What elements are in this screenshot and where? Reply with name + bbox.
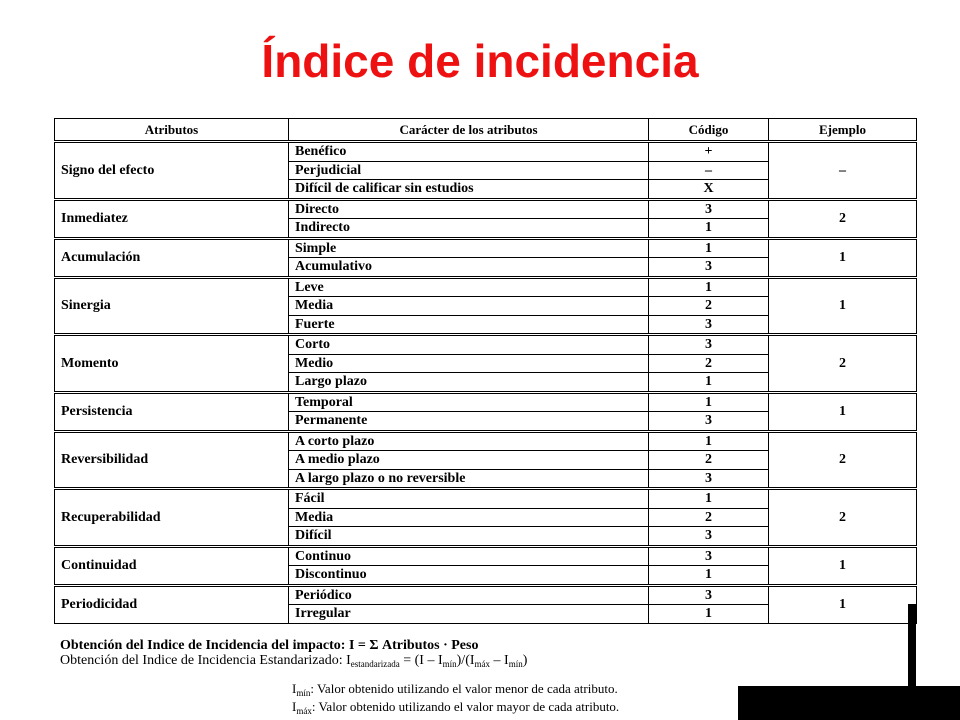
attribute-code: 2 xyxy=(649,297,769,316)
table-row xyxy=(55,199,917,219)
attribute-example: 2 xyxy=(769,335,917,393)
attribute-example: – xyxy=(769,142,917,200)
attribute-character: Discontinuo xyxy=(289,566,649,586)
attribute-character: A medio plazo xyxy=(289,451,649,470)
attribute-code: 3 xyxy=(649,412,769,432)
attribute-character: Medio xyxy=(289,354,649,373)
attribute-example: 2 xyxy=(769,199,917,238)
attribute-character: A largo plazo o no reversible xyxy=(289,469,649,489)
header-codigo: Código xyxy=(649,119,769,142)
attribute-group xyxy=(55,546,917,585)
attribute-code: + xyxy=(649,142,769,162)
attribute-character: Temporal xyxy=(289,392,649,412)
attribute-example: 1 xyxy=(769,546,917,585)
attribute-name: Signo del efecto xyxy=(55,142,289,200)
attribute-example: 1 xyxy=(769,585,917,623)
attribute-character: Periódico xyxy=(289,585,649,605)
attribute-code: 1 xyxy=(649,392,769,412)
attribute-code: 1 xyxy=(649,238,769,258)
attribute-code: X xyxy=(649,180,769,200)
attribute-code: 1 xyxy=(649,373,769,393)
legend-max xyxy=(292,700,619,718)
attribute-code: 1 xyxy=(649,566,769,586)
attribute-name: Continuidad xyxy=(55,546,289,585)
formula-text: = (I – I xyxy=(399,653,443,668)
formula-text: Obtención del Indice de Incidencia Estandarizado: I xyxy=(60,653,351,668)
legend-text: : Valor obtenido utilizando el valor mayor de cada atributo. xyxy=(311,699,620,714)
attribute-name: Periodicidad xyxy=(55,585,289,623)
attribute-code: 3 xyxy=(649,585,769,605)
attribute-code: 2 xyxy=(649,508,769,527)
legend-subscript: máx xyxy=(296,706,312,716)
attribute-code: 3 xyxy=(649,335,769,355)
attribute-name: Recuperabilidad xyxy=(55,489,289,547)
attribute-character: Simple xyxy=(289,238,649,258)
attribute-code: 1 xyxy=(649,277,769,297)
attribute-character: Largo plazo xyxy=(289,373,649,393)
attribute-code: 2 xyxy=(649,354,769,373)
attribute-character: Media xyxy=(289,297,649,316)
attribute-name: Momento xyxy=(55,335,289,393)
formula-standardized-index xyxy=(60,653,527,672)
attribute-name: Inmediatez xyxy=(55,199,289,238)
attribute-group xyxy=(55,199,917,238)
table-row xyxy=(55,392,917,412)
header-ejemplo: Ejemplo xyxy=(769,119,917,142)
attribute-example: 2 xyxy=(769,489,917,547)
attribute-name: Sinergia xyxy=(55,277,289,335)
attribute-code: 1 xyxy=(649,605,769,624)
formula-text: – I xyxy=(490,653,509,668)
attribute-character: Benéfico xyxy=(289,142,649,162)
table-row xyxy=(55,142,917,162)
attribute-character: Permanente xyxy=(289,412,649,432)
attribute-name: Reversibilidad xyxy=(55,431,289,489)
legend-min xyxy=(292,682,619,700)
attribute-character: Leve xyxy=(289,277,649,297)
header-caracter: Carácter de los atributos xyxy=(289,119,649,142)
attribute-group xyxy=(55,142,917,200)
attribute-code: 1 xyxy=(649,489,769,509)
attribute-character: Indirecto xyxy=(289,219,649,239)
formula-subscript: estandarizada xyxy=(350,659,400,669)
attribute-example: 1 xyxy=(769,392,917,431)
attribute-code: 3 xyxy=(649,258,769,278)
attribute-character: Continuo xyxy=(289,546,649,566)
attribute-code: – xyxy=(649,161,769,180)
legend-symbol: I xyxy=(292,681,297,696)
table-row xyxy=(55,238,917,258)
attribute-code: 1 xyxy=(649,219,769,239)
formula-text: )/(I xyxy=(456,653,475,668)
legend-subscript: mín xyxy=(296,688,311,698)
attribute-character: Perjudicial xyxy=(289,161,649,180)
attribute-character: Irregular xyxy=(289,605,649,624)
attribute-name: Acumulación xyxy=(55,238,289,277)
attribute-code: 1 xyxy=(649,431,769,451)
attribute-group xyxy=(55,238,917,277)
attribute-code: 3 xyxy=(649,546,769,566)
attribute-character: Directo xyxy=(289,199,649,219)
attribute-character: Corto xyxy=(289,335,649,355)
attribute-character: Acumulativo xyxy=(289,258,649,278)
attribute-code: 3 xyxy=(649,469,769,489)
attribute-character: A corto plazo xyxy=(289,431,649,451)
attribute-character: Fácil xyxy=(289,489,649,509)
attribute-code: 3 xyxy=(649,199,769,219)
formula-subscript: máx xyxy=(474,659,491,669)
formula-subscript: mín xyxy=(508,659,523,669)
attribute-example: 1 xyxy=(769,238,917,277)
attribute-group xyxy=(55,335,917,393)
attribute-character: Difícil xyxy=(289,527,649,547)
table-row xyxy=(55,431,917,451)
header-atributos: Atributos xyxy=(55,119,289,142)
attribute-group xyxy=(55,431,917,489)
table-row xyxy=(55,585,917,605)
formula-text: ) xyxy=(522,653,528,668)
attribute-group xyxy=(55,585,917,623)
attribute-group xyxy=(55,277,917,335)
attribute-name: Persistencia xyxy=(55,392,289,431)
attribute-example: 1 xyxy=(769,277,917,335)
attribute-character: Fuerte xyxy=(289,315,649,335)
attribute-character: Difícil de calificar sin estudios xyxy=(289,180,649,200)
attribute-group xyxy=(55,392,917,431)
scan-edge-mark xyxy=(908,604,916,686)
table-row xyxy=(55,335,917,355)
incidence-table xyxy=(54,118,917,624)
table-header-row xyxy=(55,119,917,142)
formula-impact-index: Obtención del Indice de Incidencia del impacto: I = Σ Atributos · Peso xyxy=(60,638,479,653)
attribute-code: 2 xyxy=(649,451,769,470)
legend-symbol: I xyxy=(292,699,297,714)
formula-subscript: mín xyxy=(442,659,457,669)
attribute-character: Media xyxy=(289,508,649,527)
attribute-code: 3 xyxy=(649,527,769,547)
attribute-group xyxy=(55,489,917,547)
legend-notes xyxy=(292,682,619,718)
table-row xyxy=(55,277,917,297)
table-row xyxy=(55,489,917,509)
legend-text: : Valor obtenido utilizando el valor menor de cada atributo. xyxy=(310,681,618,696)
table-row xyxy=(55,546,917,566)
scan-black-corner xyxy=(738,686,960,720)
attribute-code: 3 xyxy=(649,315,769,335)
slide-title: Índice de incidencia xyxy=(261,35,699,87)
attribute-example: 2 xyxy=(769,431,917,489)
formula-notes xyxy=(60,638,527,672)
